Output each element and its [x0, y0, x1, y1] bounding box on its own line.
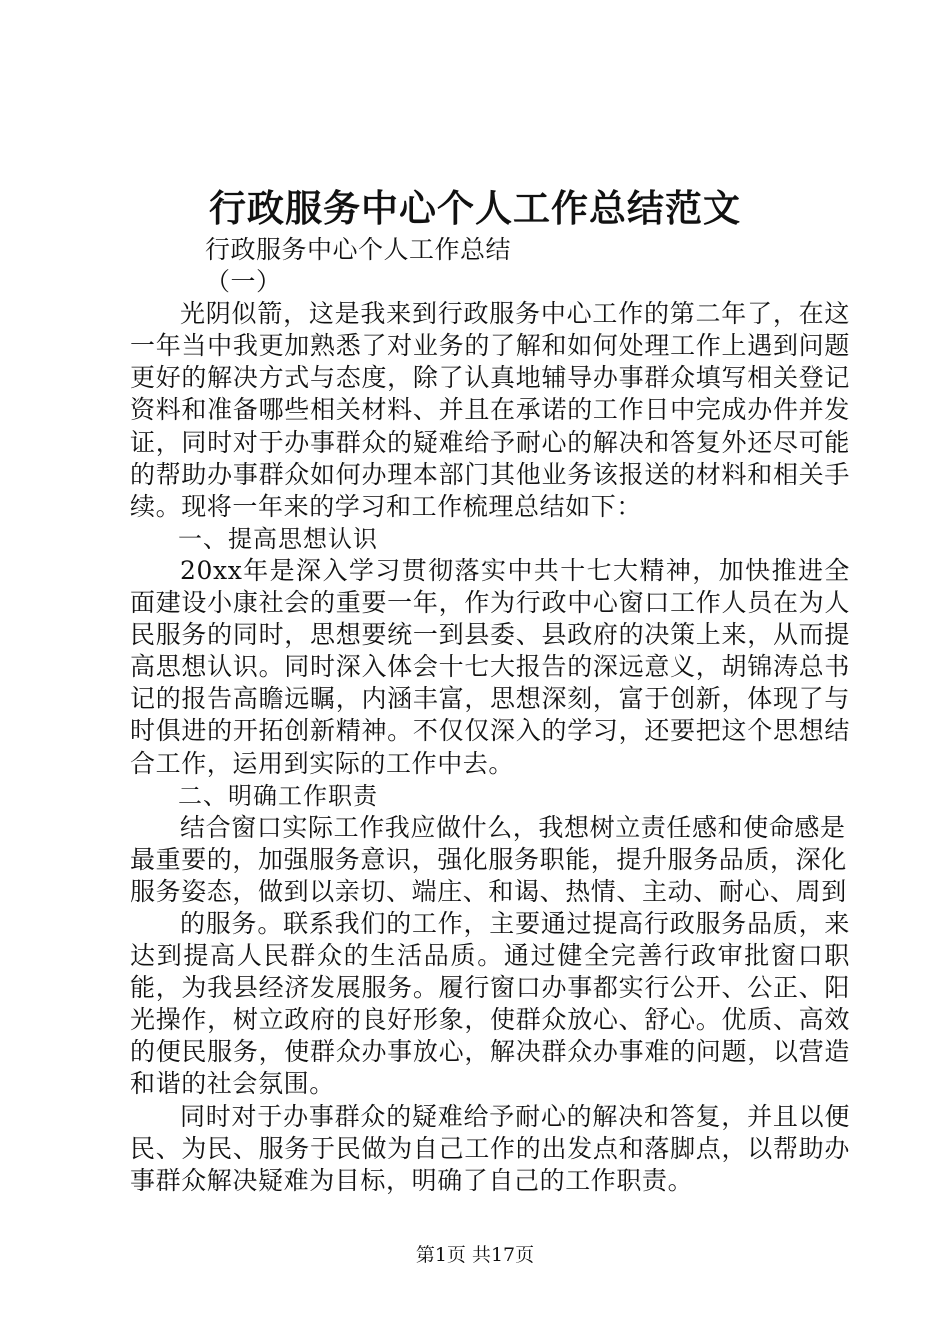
paragraph-duty-2: 的服务。联系我们的工作，主要通过提高行政服务品质，来达到提高人民群众的生活品质。通过健全完善行政审批窗口职能，为我县经济发展服务。履行窗口办事都实行公开、公正、阳光操作，树立政府的良好形象，使群众放心、舒心。优质、高效的便民服务，使群众办事放心，解决群众办事难的问题，以营造和谐的社会氛围。 [130, 908, 850, 1099]
paragraph-intro: 光阴似箭，这是我来到行政服务中心工作的第二年了，在这一年当中我更加熟悉了对业务的了解和如何处理工作上遇到问题更好的解决方式与态度，除了认真地辅导办事群众填写相关登记资料和准备哪些相关材料、并且在承诺的工作日中完成办件并发证，同时对于办事群众的疑难给予耐心的解决和答复外还尽可能的帮助办事群众如何办理本部门其他业务该报送的材料和相关手续。现将一年来的学习和工作梳理总结如下： [130, 299, 850, 521]
document-body [130, 234, 850, 1197]
paragraph-thought: 20xx年是深入学习贯彻落实中共十七大精神，加快推进全面建设小康社会的重要一年，作为行政中心窗口工作人员在为人民服务的同时，思想要统一到县委、县政府的决策上来，从而提高思想认识。同时深入体会十七大报告的深远意义，胡锦涛总书记的报告高瞻远瞩，内涵丰富，思想深刻，富于创新，体现了与时俱进的开拓创新精神。不仅仅深入的学习，还要把这个思想结合工作，运用到实际的工作中去。 [130, 555, 850, 778]
document-title: 行政服务中心个人工作总结范文 [209, 186, 741, 230]
page-footer: 第1页 共17页 [415, 1244, 535, 1266]
section-heading-1: 一、提高思想认识 [178, 524, 378, 553]
paragraph-duty-3: 同时对于办事群众的疑难给予耐心的解决和答复，并且以便民、为民、服务于民做为自己工作的出发点和落脚点，以帮助办事群众解决疑难为目标，明确了自己的工作职责。 [130, 1101, 850, 1195]
section-heading-2: 二、明确工作职责 [178, 781, 378, 810]
section-marker: （一） [205, 267, 282, 297]
paragraph-duty-1: 结合窗口实际工作我应做什么，我想树立责任感和使命感是最重要的，加强服务意识，强化服务职能，提升服务品质，深化服务姿态，做到以亲切、端庄、和谒、热情、主动、耐心、周到 [130, 812, 847, 906]
document-subtitle: 行政服务中心个人工作总结 [205, 235, 512, 264]
